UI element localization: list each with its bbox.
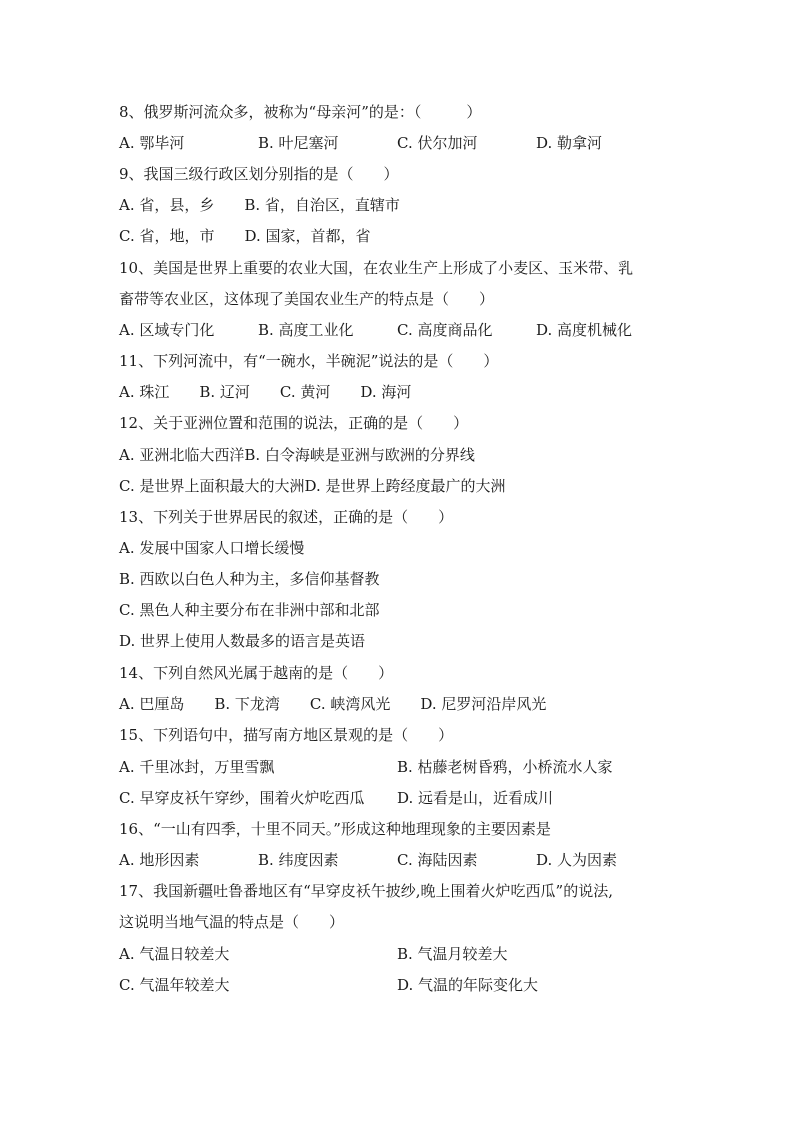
question-17-option-a: A. 气温日较差大 [119,945,230,963]
question-17-stem-line-2: 这说明当地气温的特点是（ ） [119,913,345,931]
question-15-option-a: A. 千里冰封，万里雪飘 [119,758,275,776]
question-13-stem: 13、下列关于世界居民的叙述，正确的是（ ） [119,508,454,526]
question-12-options-row-1: A. 亚洲北临大西洋B. 白令海峡是亚洲与欧洲的分界线 [119,446,475,464]
question-16-option-b: B. 纬度因素 [258,851,339,869]
question-13-option-a: A. 发展中国家人口增长缓慢 [119,539,305,557]
question-16-stem: 16、“一山有四季，十里不同天。”形成这种地理现象的主要因素是 [119,820,551,838]
question-15-option-d: D. 远看是山，近看成川 [397,789,554,807]
question-13-option-c: C. 黑色人种主要分布在非洲中部和北部 [119,601,380,619]
question-10-option-a: A. 区域专门化 [119,321,215,339]
question-8-option-d: D. 勒拿河 [536,134,603,152]
question-8-option-a: A. 鄂毕河 [119,134,185,152]
question-15-stem: 15、下列语句中，描写南方地区景观的是（ ） [119,726,454,744]
question-13-option-d: D. 世界上使用人数最多的语言是英语 [119,632,366,650]
question-17-option-d: D. 气温的年际变化大 [397,976,539,994]
question-11-stem: 11、下列河流中，有“一碗水，半碗泥”说法的是（ ） [119,352,499,370]
question-17-option-c: C. 气温年较差大 [119,976,230,994]
question-16-option-c: C. 海陆因素 [397,851,478,869]
question-13-option-b: B. 西欧以白色人种为主，多信仰基督教 [119,570,380,588]
question-8-stem: 8、俄罗斯河流众多，被称为“母亲河”的是：（ ） [119,103,482,121]
question-9-options-row-1: A. 省，县，乡 B. 省，自治区，直辖市 [119,196,400,214]
question-17-option-b: B. 气温月较差大 [397,945,508,963]
question-9-options-row-2: C. 省，地，市 D. 国家，首都，省 [119,227,371,245]
question-14-stem: 14、下列自然风光属于越南的是（ ） [119,664,394,682]
question-11-options: A. 珠江 B. 辽河 C. 黄河 D. 海河 [119,383,412,401]
question-9-stem: 9、我国三级行政区划分别指的是（ ） [119,165,399,183]
question-16-option-a: A. 地形因素 [119,851,200,869]
question-15-option-b: B. 枯藤老树昏鸦，小桥流水人家 [397,758,613,776]
question-8-option-b: B. 叶尼塞河 [258,134,339,152]
question-10-stem-line-1: 10、美国是世界上重要的农业大国，在农业生产上形成了小麦区、玉米带、乳 [119,259,634,277]
question-14-options: A. 巴厘岛 B. 下龙湾 C. 峡湾风光 D. 尼罗河沿岸风光 [119,695,547,713]
question-12-options-row-2: C. 是世界上面积最大的大洲D. 是世界上跨经度最广的大洲 [119,477,506,495]
question-10-option-d: D. 高度机械化 [536,321,633,339]
question-10-option-b: B. 高度工业化 [258,321,354,339]
question-10-stem-line-2: 畜带等农业区，这体现了美国农业生产的特点是（ ） [119,290,495,308]
question-17-stem-line-1: 17、我国新疆吐鲁番地区有“早穿皮袄午披纱,晚上围着火炉吃西瓜”的说法, [119,882,613,900]
question-15-option-c: C. 早穿皮袄午穿纱，围着火炉吃西瓜 [119,789,365,807]
question-16-option-d: D. 人为因素 [536,851,618,869]
question-10-option-c: C. 高度商品化 [397,321,493,339]
question-12-stem: 12、关于亚洲位置和范围的说法，正确的是（ ） [119,414,469,432]
question-8-option-c: C. 伏尔加河 [397,134,478,152]
